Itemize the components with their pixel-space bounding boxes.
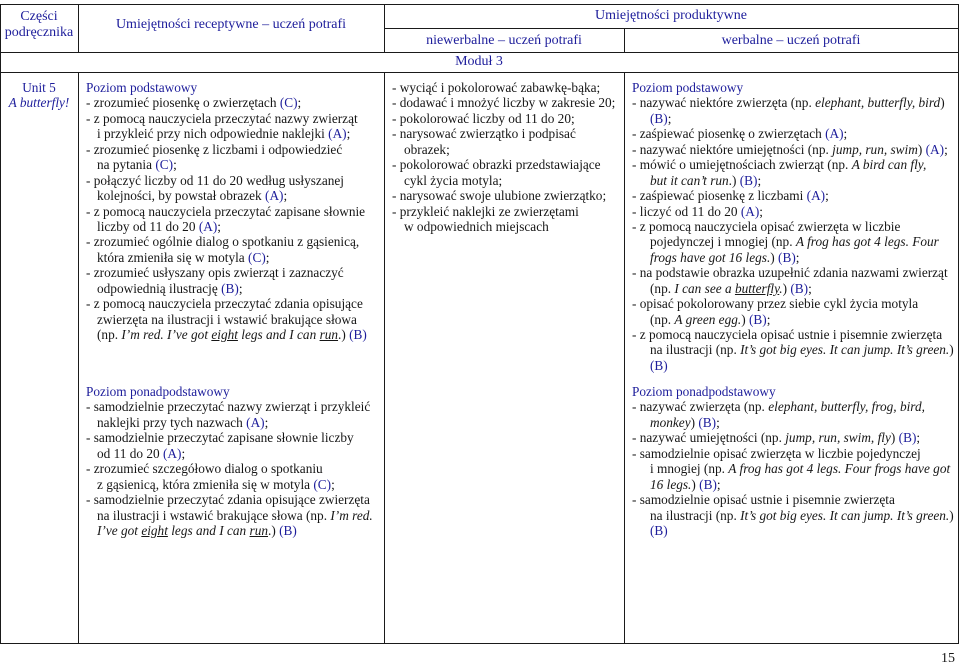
text-segment: - wyciąć i pokolorować zabawkę-bąka; (392, 80, 601, 95)
text-segment: - mówić o umiejętnościach zwierząt (np. (632, 157, 852, 173)
item-line (632, 446, 956, 461)
text-segment: - samodzielnie opisać ustnie i pisemnie zwierzęta (632, 492, 895, 508)
item-line (86, 188, 380, 203)
text-segment: - liczyć od 11 do 20 (632, 203, 741, 219)
underlined-example: run (319, 327, 339, 342)
skill-code: (C) (313, 476, 332, 492)
text-segment: - zrozumieć usłyszany opis zwierząt i zaznaczyć (86, 265, 344, 281)
text-segment: i mnogiej (np. (650, 461, 729, 477)
receptive-basic-level (86, 80, 380, 342)
skill-code: (B) (778, 249, 796, 265)
text-segment: na ilustracji (np. (650, 342, 741, 358)
skill-code: (B) (748, 311, 767, 327)
unit-number: Unit 5 (22, 80, 56, 95)
skill-code: (A) (740, 203, 760, 219)
item-line (392, 142, 620, 157)
underlined-example: butterfly (734, 280, 780, 296)
header-parts: Części podręcznika (4, 9, 74, 40)
list-item (632, 188, 956, 203)
item-line (632, 296, 956, 311)
text-segment: ) (917, 141, 926, 157)
item-line (86, 142, 380, 157)
text-segment: - na podstawie obrazka uzupełnić zdania nazwami zwierząt (632, 265, 948, 281)
text-segment: na pytania (97, 157, 156, 173)
underlined-example: eight (141, 522, 168, 538)
text-segment: - dodawać i mnożyć liczby w zakresie 20; (392, 95, 616, 111)
example-text: I’ve got (97, 522, 142, 538)
table-rule (384, 28, 959, 29)
item-line (86, 461, 380, 476)
example-text: elephant, butterfly, bird (815, 95, 941, 111)
example-text: but it can’t run (650, 172, 729, 188)
list-item (392, 80, 620, 95)
list-item (86, 95, 380, 110)
item-line (632, 492, 956, 507)
list-item (632, 327, 956, 373)
text-segment: - samodzielnie przeczytać zdania opisujące zwierzęta (86, 492, 370, 508)
item-line (632, 111, 956, 126)
level-heading: Poziom podstawowy (86, 80, 198, 95)
item-line (632, 126, 956, 141)
item-line (632, 188, 956, 203)
example-text: 16 legs. (650, 476, 692, 492)
example-text: legs and I can (237, 327, 320, 342)
text-segment: .) (268, 522, 280, 538)
example-text: . (779, 280, 783, 296)
item-line (632, 234, 956, 249)
text-segment: ; (283, 188, 288, 204)
verbal-advanced-level (632, 384, 956, 538)
item-line (632, 265, 956, 280)
text-segment: ) (691, 476, 700, 492)
skill-code: (B) (739, 172, 758, 188)
verbal-skills-cell (632, 72, 956, 642)
page-number: 15 (941, 651, 955, 666)
item-line (392, 188, 620, 203)
skill-code: (A) (925, 141, 945, 157)
list-item (632, 430, 956, 445)
item-line (632, 508, 956, 523)
item-line (392, 157, 620, 172)
list-item (632, 296, 956, 327)
text-segment: (np. (650, 311, 675, 327)
nonverbal-basic-level (392, 80, 620, 234)
table-rule (624, 72, 625, 644)
item-line (86, 204, 380, 219)
receptive-advanced-level (86, 384, 380, 538)
level-heading: Poziom ponadpodstawowy (632, 384, 776, 399)
list-item (632, 446, 956, 492)
item-line (632, 342, 956, 357)
example-text: elephant, butterfly, frog, bird, (768, 399, 925, 415)
text-segment: na ilustracji (np. (650, 507, 741, 523)
text-segment: - samodzielnie opisać zwierzęta w liczbie pojedynczej (632, 445, 921, 461)
item-line (632, 281, 956, 296)
verbal-basic-level (632, 80, 956, 373)
skill-code: (C) (155, 157, 174, 173)
text-segment: i przykleić przy nich odpowiednie naklejki (97, 126, 329, 142)
text-segment: ; (757, 172, 762, 188)
text-segment: od 11 do 20 (97, 445, 163, 461)
text-segment: ; (181, 445, 186, 461)
item-line (86, 415, 380, 430)
item-line (632, 312, 956, 327)
text-segment: - zrozumieć szczegółowo dialog o spotkaniu (86, 461, 323, 477)
text-segment: ; (808, 280, 812, 296)
text-segment: ; (716, 414, 720, 430)
skill-code: (B) (221, 280, 239, 296)
text-segment: ) (890, 430, 899, 446)
receptive-skills-cell (86, 72, 380, 642)
list-item (392, 95, 620, 110)
text-segment: która zmieniła się w motyla (97, 249, 249, 265)
text-segment: - z pomocą nauczyciela przeczytać nazwy zwierząt (86, 110, 358, 126)
text-segment: ; (346, 126, 351, 142)
table-rule (0, 52, 959, 53)
header-nonverbal: niewerbalne – uczeń potrafi (426, 33, 582, 48)
table-rule (0, 643, 959, 644)
example-text: I’m red. I’ve got (121, 327, 212, 342)
example-text: legs and I can (167, 522, 250, 538)
example-text: A frog has got 4 legs. Four frogs have got (728, 461, 951, 477)
skill-code: (A) (806, 188, 826, 204)
item-line (392, 111, 620, 126)
text-segment: kolejności, by powstał obrazek (97, 188, 266, 204)
text-segment: zwierzęta na ilustracji i wstawić brakujące słowa (97, 311, 357, 327)
skill-code: (A) (198, 218, 218, 234)
item-line (632, 95, 956, 110)
item-line (632, 523, 956, 538)
text-segment: - narysować swoje ulubione zwierzątko; (392, 188, 607, 204)
list-item (632, 142, 956, 157)
item-line (392, 95, 620, 110)
item-line (632, 250, 956, 265)
skill-code: (B) (650, 522, 668, 538)
list-item (632, 399, 956, 430)
item-line (86, 296, 380, 311)
text-segment: ) (949, 342, 954, 358)
text-segment: cykl życia motyla; (404, 172, 503, 188)
text-segment: - połączyć liczby od 11 do 20 według usłyszanej (86, 172, 344, 188)
list-item (86, 399, 380, 430)
example-text: It’s got big eyes. It can jump. It’s green. (740, 342, 950, 358)
item-line (86, 95, 380, 110)
text-segment: .) (728, 172, 740, 188)
text-segment: - pokolorować obrazki przedstawiające (392, 157, 601, 173)
example-text: monkey (650, 414, 691, 430)
item-line (632, 477, 956, 492)
item-line (86, 446, 380, 461)
text-segment: ; (759, 203, 763, 219)
list-item (86, 461, 380, 492)
module-label: Moduł 3 (455, 54, 503, 69)
table-rule (0, 4, 959, 5)
text-segment: - zrozumieć piosenkę z liczbami i odpowiedzieć (86, 141, 343, 157)
text-segment: ) (940, 95, 945, 111)
skill-code: (B) (349, 327, 367, 342)
text-segment: - samodzielnie przeczytać zapisane słownie liczby (86, 430, 354, 446)
list-item (392, 111, 620, 126)
item-line (86, 508, 380, 523)
text-segment: ; (667, 110, 672, 126)
item-line (86, 173, 380, 188)
skill-code: (B) (279, 522, 297, 538)
item-line (86, 327, 380, 342)
list-item (632, 219, 956, 265)
list-item (632, 492, 956, 538)
list-item (392, 204, 620, 235)
table-rule (384, 72, 385, 644)
text-segment: - nazywać niektóre umiejętności (np. (632, 141, 833, 157)
text-segment: ; (916, 430, 921, 446)
text-segment: (np. (97, 327, 122, 342)
item-line (86, 157, 380, 172)
item-line (86, 477, 380, 492)
skill-code: (B) (699, 476, 717, 492)
list-item (86, 173, 380, 204)
example-text: It’s got big eyes. It can jump. It’s green. (740, 507, 950, 523)
text-segment: ; (297, 95, 302, 111)
text-segment: - przykleić naklejki ze zwierzętami (392, 203, 579, 219)
list-item (392, 126, 620, 157)
text-segment: - z pomocą nauczyciela opisać ustnie i pisemnie zwierzęta (632, 327, 943, 342)
text-segment: naklejki przy tych nazwach (97, 414, 247, 430)
item-line (86, 234, 380, 249)
example-text: I can see a (674, 280, 735, 296)
skill-code: (A) (246, 414, 265, 430)
list-item (632, 265, 956, 296)
table-rule (958, 4, 959, 644)
skill-code: (C) (279, 95, 298, 111)
list-item (392, 188, 620, 203)
item-line (86, 492, 380, 507)
table-rule (78, 72, 79, 644)
text-segment: ; (766, 311, 771, 327)
item-line (86, 219, 380, 234)
text-segment: - zrozumieć ogólnie dialog o spotkaniu z gąsienicą, (86, 234, 360, 250)
underlined-example: run (249, 522, 269, 538)
text-segment: ; (795, 249, 800, 265)
text-segment: - zaśpiewać piosenkę o zwierzętach (632, 126, 826, 142)
item-line (392, 80, 620, 95)
item-line (86, 250, 380, 265)
skill-code: (B) (698, 414, 717, 430)
example-text: frogs have got 16 legs. (650, 249, 771, 265)
item-line (632, 358, 956, 373)
text-segment: - opisać pokolorowany przez siebie cykl życia motyla (632, 296, 919, 312)
text-segment: na ilustracji i wstawić brakujące słowa (np. (97, 507, 331, 523)
text-segment: ; (843, 126, 848, 142)
item-line (392, 126, 620, 141)
list-item (632, 95, 956, 126)
text-segment: ; (264, 414, 269, 430)
list-item (86, 296, 380, 342)
example-text: A green egg. (674, 311, 742, 327)
skill-code: (A) (265, 188, 284, 204)
unit-cell (0, 80, 78, 111)
text-segment: z gąsienicą, która zmieniła się w motyla (97, 476, 314, 492)
skill-code: (B) (650, 357, 668, 373)
item-line (392, 173, 620, 188)
text-segment: pojedynczej i mnogiej (np. (650, 234, 796, 250)
item-line (632, 430, 956, 445)
list-item (86, 265, 380, 296)
text-segment: - nazywać niektóre zwierzęta (np. (632, 95, 816, 111)
underlined-example: eight (211, 327, 238, 342)
item-line (86, 312, 380, 327)
text-segment: - samodzielnie przeczytać nazwy zwierząt i przykleić (86, 399, 371, 415)
skill-code: (A) (328, 126, 347, 142)
list-item (392, 157, 620, 188)
level-heading: Poziom ponadpodstawowy (86, 384, 230, 399)
list-item (632, 126, 956, 141)
skill-code: (B) (898, 430, 917, 446)
text-segment: ; (825, 188, 829, 204)
item-line (86, 430, 380, 445)
text-segment: - z pomocą nauczyciela opisać zwierzęta w liczbie (632, 218, 901, 234)
item-line (632, 173, 956, 188)
text-segment: - pokolorować liczby od 11 do 20; (392, 110, 575, 126)
skill-code: (B) (650, 110, 668, 126)
text-segment: ; (265, 249, 270, 265)
item-line (392, 204, 620, 219)
skill-code: (C) (248, 249, 266, 265)
text-segment: - z pomocą nauczyciela przeczytać zdania opisujące (86, 296, 363, 312)
list-item (632, 157, 956, 188)
item-line (632, 461, 956, 476)
header-verbal: werbalne – uczeń potrafi (721, 33, 861, 48)
text-segment: ) (782, 280, 791, 296)
list-item (86, 492, 380, 538)
list-item (632, 204, 956, 219)
header-receptive-skills: Umiejętności receptywne – uczeń potrafi (115, 17, 347, 32)
item-line (392, 219, 620, 234)
example-text: jump, run, swim, fly (785, 430, 891, 446)
item-line (86, 111, 380, 126)
item-line (86, 265, 380, 280)
text-segment: ; (331, 476, 335, 492)
text-segment: liczby od 11 do 20 (97, 218, 199, 234)
example-text: A frog has got 4 legs. Four (795, 234, 939, 250)
text-segment: - zaśpiewać piosenkę z liczbami (632, 188, 807, 204)
list-item (86, 111, 380, 142)
item-line (86, 126, 380, 141)
text-segment: - nazywać zwierzęta (np. (632, 399, 769, 415)
skill-code: (A) (825, 126, 844, 142)
item-line (632, 204, 956, 219)
text-segment: ) (949, 507, 954, 523)
text-segment: - nazywać umiejętności (np. (632, 430, 786, 446)
text-segment: - zrozumieć piosenkę o zwierzętach (86, 95, 280, 111)
item-line (86, 399, 380, 414)
item-line (632, 219, 956, 234)
text-segment: obrazek; (404, 141, 450, 157)
example-text: jump, run, swim (832, 141, 918, 157)
skill-code: (B) (790, 280, 809, 296)
text-segment: w odpowiednich miejscach (404, 218, 549, 234)
item-line (86, 523, 380, 538)
list-item (86, 430, 380, 461)
text-segment: - z pomocą nauczyciela przeczytać zapisane słownie (86, 203, 366, 219)
text-segment: ) (770, 249, 779, 265)
text-segment: ) (741, 311, 749, 327)
text-segment: odpowiednią ilustrację (97, 280, 222, 296)
list-item (86, 204, 380, 235)
list-item (86, 234, 380, 265)
header-productive-skills: Umiejętności produktywne (594, 8, 748, 23)
item-line (632, 157, 956, 172)
text-segment: ) (690, 414, 699, 430)
unit-title: A butterfly! (8, 95, 70, 111)
item-line (86, 281, 380, 296)
text-segment: ; (217, 218, 221, 234)
text-segment: (np. (650, 280, 675, 296)
item-line (632, 327, 956, 342)
nonverbal-skills-cell (392, 72, 620, 642)
skill-code: (A) (163, 445, 182, 461)
item-line (632, 142, 956, 157)
text-segment: ; (238, 280, 243, 296)
text-segment: ; (944, 141, 948, 157)
example-text: I’m red. (330, 507, 373, 523)
text-segment: - narysować zwierzątko i podpisać (392, 126, 576, 142)
level-heading: Poziom podstawowy (632, 80, 744, 95)
item-line (632, 399, 956, 414)
text-segment: .) (338, 327, 350, 342)
text-segment: ; (716, 476, 721, 492)
text-segment: ; (173, 157, 177, 173)
example-text: A bird can fly, (851, 157, 927, 173)
list-item (86, 142, 380, 173)
item-line (632, 415, 956, 430)
